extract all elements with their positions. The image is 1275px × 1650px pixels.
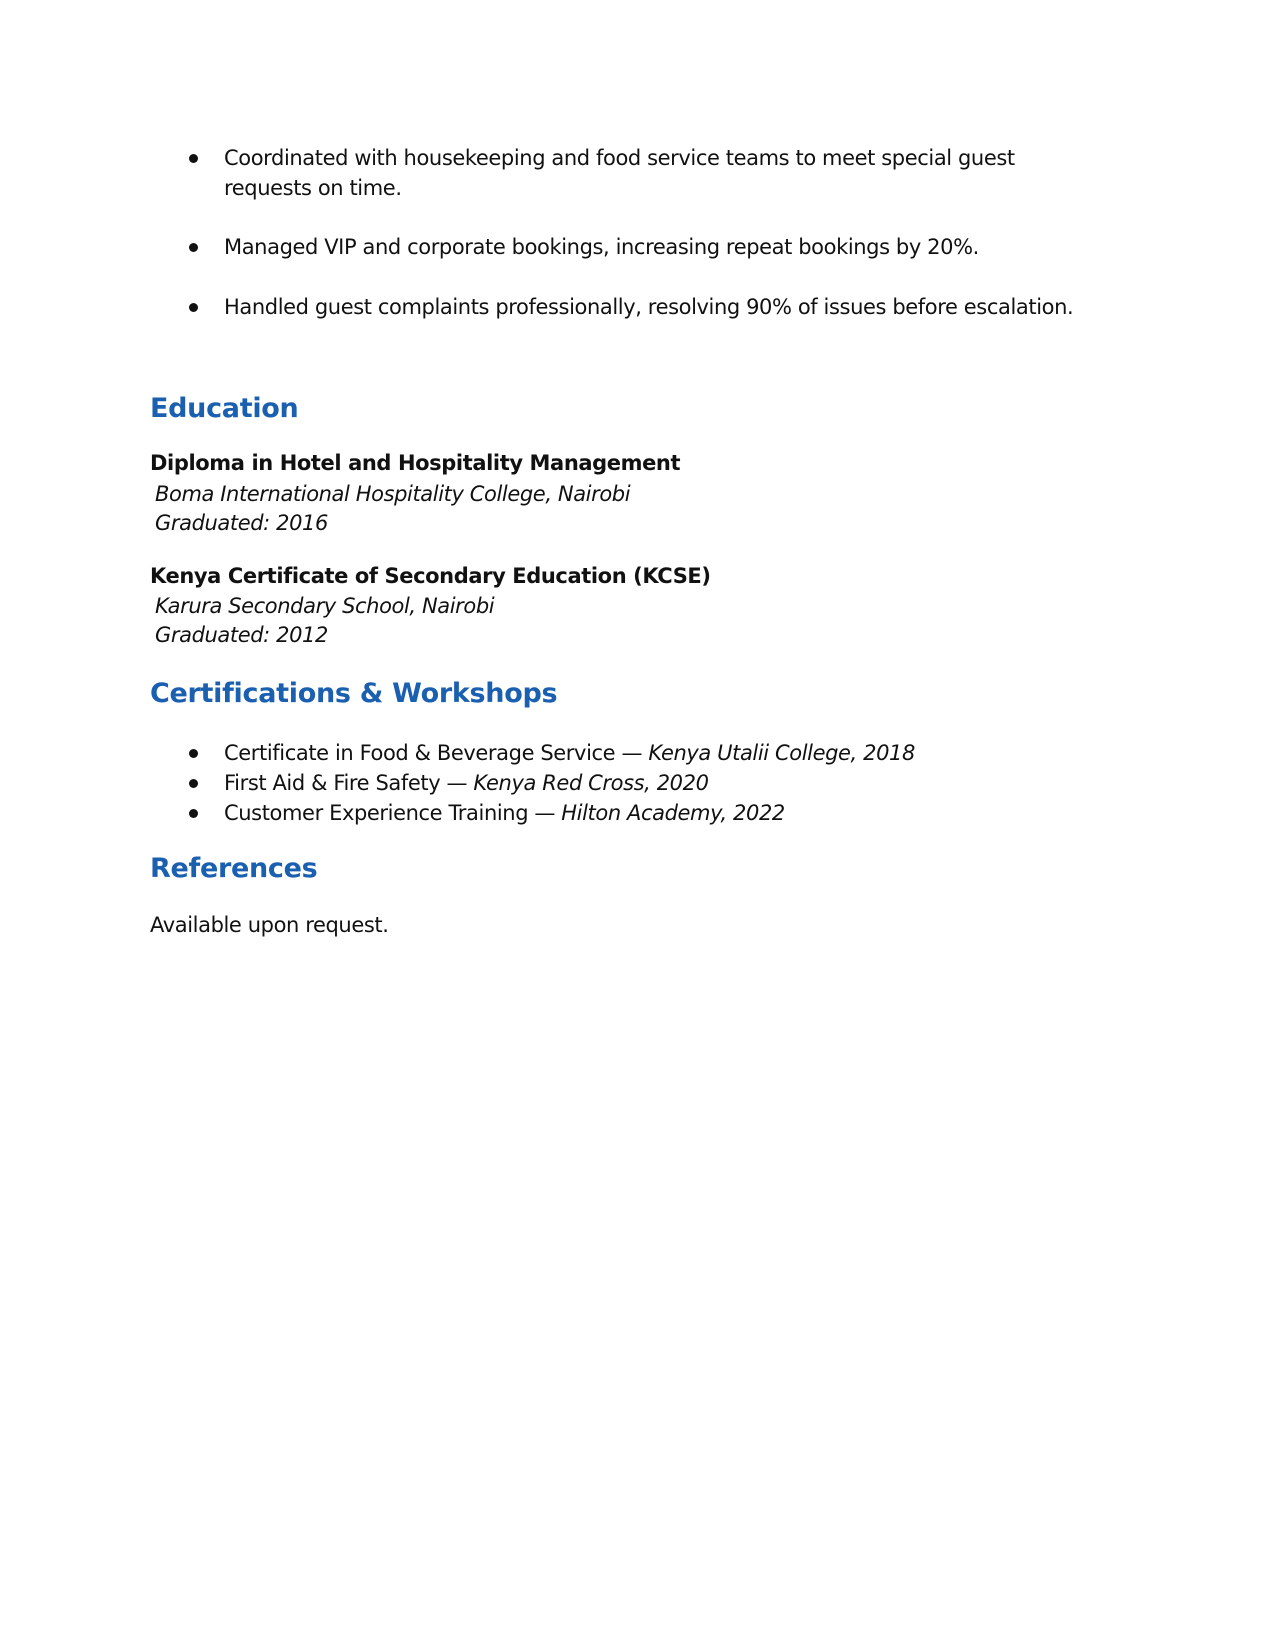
certification-issuer: Kenya Utalii College, 2018 [648,741,915,765]
degree-title: Kenya Certificate of Secondary Education (KCSE) [150,564,711,588]
bullet-icon [189,154,198,163]
bullet-icon [189,243,198,252]
graduation-date: Graduated: 2012 [155,623,328,647]
certification-name: Certificate in Food & Beverage Service — [224,741,649,765]
references-text: Available upon request. [150,913,389,937]
graduation-date: Graduated: 2016 [155,511,328,535]
certification-issuer: Hilton Academy, 2022 [561,801,785,825]
bullet-text: Handled guest complaints professionally, resolving 90% of issues before escalation. [224,295,1074,319]
certification-name: Customer Experience Training — [224,801,562,825]
references-heading: References [150,853,318,884]
bullet-text: Managed VIP and corporate bookings, increasing repeat bookings by 20%. [224,235,979,259]
bullet-icon [189,749,198,758]
certification-issuer: Kenya Red Cross, 2020 [473,771,709,795]
education-heading: Education [150,393,299,424]
bullet-icon [189,779,198,788]
certifications-heading: Certifications & Workshops [150,678,558,709]
bullet-icon [189,303,198,312]
degree-title: Diploma in Hotel and Hospitality Management [150,451,681,475]
school-name: Karura Secondary School, Nairobi [155,594,495,618]
certification-name: First Aid & Fire Safety — [224,771,474,795]
certification-text [224,738,915,769]
bullet-icon [189,809,198,818]
certification-text [224,768,709,799]
certification-text [224,798,785,829]
school-name: Boma International Hospitality College, Nairobi [155,482,631,506]
bullet-text-continuation: requests on time. [224,176,402,200]
bullet-text: Coordinated with housekeeping and food service teams to meet special guest [224,146,1015,170]
